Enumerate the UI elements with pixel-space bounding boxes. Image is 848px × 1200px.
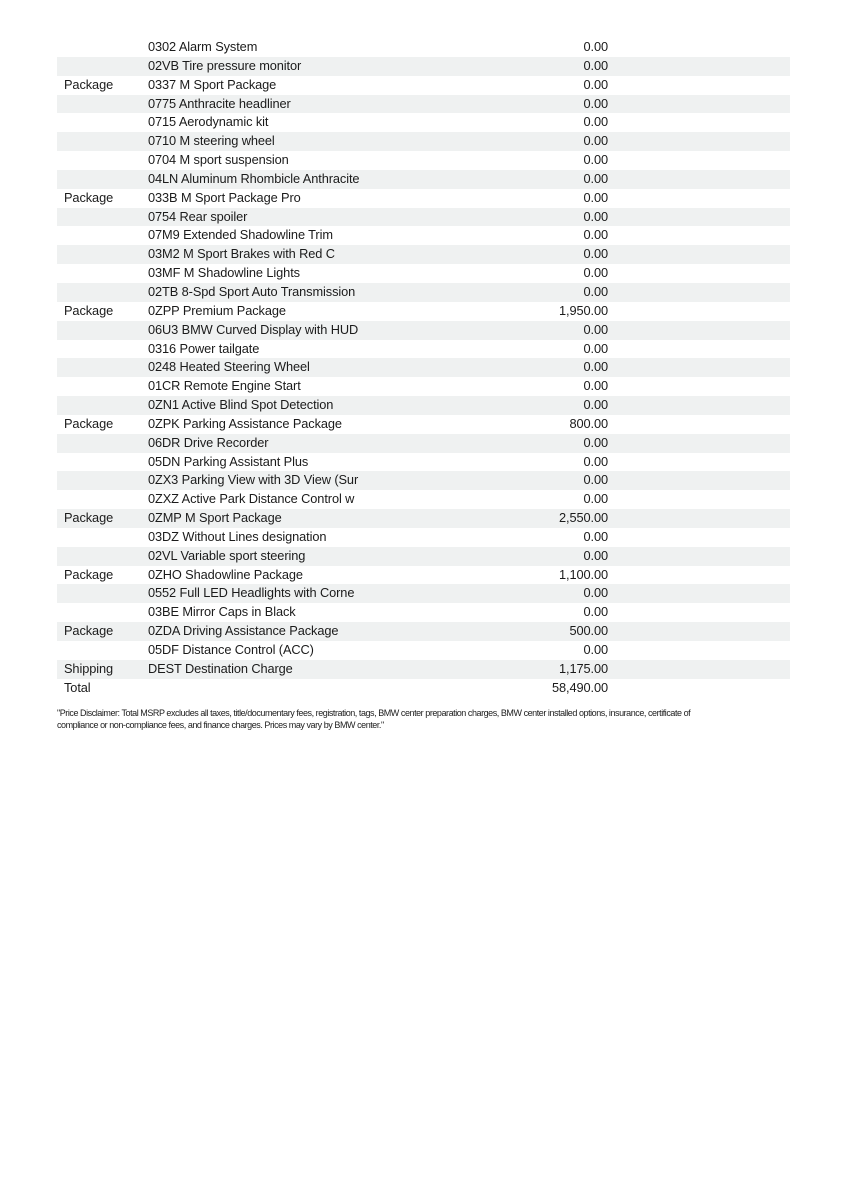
- row-price-value: 0.00: [583, 434, 608, 450]
- row-price-value: 0.00: [583, 642, 608, 657]
- row-item-label: 0302 Alarm System: [148, 39, 258, 54]
- row-category-label: [57, 547, 148, 566]
- row-price-value: 58,490.00: [551, 679, 608, 695]
- row-category-label: [57, 377, 148, 396]
- row-item-label: 0316 Power tailgate: [148, 340, 260, 356]
- row-price-value: 1,100.00: [558, 566, 608, 582]
- row-item-label: 0775 Anthracite headliner: [148, 95, 291, 111]
- table-row: [57, 245, 790, 264]
- row-category-label: [57, 95, 148, 114]
- table-row: [57, 377, 790, 396]
- table-row: [57, 566, 790, 585]
- row-category-label: [57, 358, 148, 377]
- row-filler: [608, 226, 790, 245]
- table-row: [57, 471, 790, 490]
- row-filler: [608, 641, 790, 660]
- row-price-value: 0.00: [583, 472, 608, 488]
- row-category-label: Shipping: [64, 660, 114, 676]
- price-disclaimer: [57, 708, 690, 731]
- row-item-label: 01CR Remote Engine Start: [148, 378, 301, 394]
- table-row: [57, 453, 790, 472]
- row-filler: [608, 189, 790, 208]
- row-price-value: 0.00: [583, 57, 608, 73]
- disclaimer-line-1: "Price Disclaimer: Total MSRP excludes all taxes, title/documentary fees, registration, tags, BMW center preparation charges, BMW center installed options, insurance, certificate of: [57, 708, 691, 718]
- table-row: [57, 528, 790, 547]
- row-item-label: 0ZPK Parking Assistance Package: [148, 415, 342, 431]
- row-category-label: [57, 528, 148, 547]
- row-price-value: 500.00: [569, 623, 608, 639]
- row-filler: [608, 264, 790, 283]
- table-row: [57, 321, 790, 340]
- row-price-value: 0.00: [583, 95, 608, 111]
- row-item-label: 0337 M Sport Package: [148, 76, 277, 92]
- row-filler: [608, 434, 790, 453]
- row-filler: [608, 509, 790, 528]
- row-item-label: 02VL Variable sport steering: [148, 547, 306, 563]
- row-category-label: Package: [64, 189, 114, 205]
- row-filler: [608, 547, 790, 566]
- row-item-label: 0ZHO Shadowline Package: [148, 566, 303, 582]
- row-category-label: [57, 283, 148, 302]
- row-item-label: 05DN Parking Assistant Plus: [148, 453, 309, 469]
- row-price-value: 0.00: [583, 76, 608, 92]
- table-row: [57, 302, 790, 321]
- row-category-label: [57, 321, 148, 340]
- row-filler: [608, 38, 790, 57]
- row-item-label: 0552 Full LED Headlights with Corne: [148, 585, 355, 601]
- row-item-label: 04LN Aluminum Rhombicle Anthracite: [148, 170, 360, 186]
- row-category-label: [57, 471, 148, 490]
- row-item-label: 06U3 BMW Curved Display with HUD: [148, 321, 359, 337]
- row-item-label: 0710 M steering wheel: [148, 133, 275, 149]
- row-filler: [608, 132, 790, 151]
- row-filler: [608, 528, 790, 547]
- row-item-label: [148, 679, 518, 698]
- table-row: [57, 490, 790, 509]
- table-row: [57, 151, 790, 170]
- row-filler: [608, 584, 790, 603]
- row-item-label: 0ZPP Premium Package: [148, 302, 286, 318]
- row-price-value: 0.00: [583, 246, 608, 262]
- row-filler: [608, 151, 790, 170]
- row-item-label: DEST Destination Charge: [148, 660, 293, 676]
- row-filler: [608, 113, 790, 132]
- row-category-label: [57, 434, 148, 453]
- table-row: [57, 509, 790, 528]
- row-category-label: [57, 603, 148, 622]
- row-filler: [608, 471, 790, 490]
- row-item-label: 0704 M sport suspension: [148, 152, 289, 168]
- row-category-label: [57, 132, 148, 151]
- row-filler: [608, 566, 790, 585]
- row-item-label: 0ZXZ Active Park Distance Control w: [148, 491, 355, 507]
- row-price-value: 0.00: [583, 170, 608, 186]
- row-category-label: [57, 396, 148, 415]
- row-item-label: 0248 Heated Steering Wheel: [148, 359, 310, 375]
- row-price-value: 0.00: [583, 397, 608, 413]
- row-category-label: Package: [64, 623, 114, 639]
- table-row: [57, 358, 790, 377]
- row-filler: [608, 208, 790, 227]
- row-item-label: 03DZ Without Lines designation: [148, 528, 327, 544]
- row-filler: [608, 490, 790, 509]
- row-category-label: [57, 490, 148, 509]
- row-filler: [608, 453, 790, 472]
- table-row: [57, 57, 790, 76]
- row-price-value: 0.00: [583, 283, 608, 299]
- row-item-label: 03BE Mirror Caps in Black: [148, 604, 296, 620]
- row-category-label: [57, 584, 148, 603]
- row-filler: [608, 679, 790, 698]
- row-filler: [608, 321, 790, 340]
- row-price-value: 0.00: [583, 491, 608, 507]
- row-category-label: Package: [64, 76, 114, 92]
- row-price-value: 0.00: [583, 453, 608, 469]
- table-row: [57, 641, 790, 660]
- table-row: [57, 132, 790, 151]
- row-item-label: 0ZDA Driving Assistance Package: [148, 623, 339, 639]
- row-category-label: [57, 170, 148, 189]
- row-filler: [608, 340, 790, 359]
- row-filler: [608, 660, 790, 679]
- table-row: [57, 603, 790, 622]
- row-price-value: 0.00: [583, 39, 608, 54]
- row-filler: [608, 245, 790, 264]
- row-filler: [608, 76, 790, 95]
- row-item-label: 03M2 M Sport Brakes with Red C: [148, 246, 335, 262]
- row-price-value: 0.00: [583, 547, 608, 563]
- row-price-value: 0.00: [583, 604, 608, 620]
- row-filler: [608, 603, 790, 622]
- row-price-value: 0.00: [583, 359, 608, 375]
- row-category-label: [57, 264, 148, 283]
- row-category-label: Package: [64, 566, 114, 582]
- row-item-label: 03MF M Shadowline Lights: [148, 265, 300, 281]
- row-category-label: [57, 151, 148, 170]
- table-row: [57, 340, 790, 359]
- row-category-label: [57, 57, 148, 76]
- row-filler: [608, 396, 790, 415]
- table-row: [57, 660, 790, 679]
- row-item-label: 02VB Tire pressure monitor: [148, 57, 302, 73]
- row-filler: [608, 57, 790, 76]
- row-item-label: 033B M Sport Package Pro: [148, 189, 301, 205]
- row-category-label: [57, 453, 148, 472]
- row-price-value: 0.00: [583, 152, 608, 168]
- row-filler: [608, 622, 790, 641]
- row-price-value: 0.00: [583, 208, 608, 224]
- row-price-value: 0.00: [583, 340, 608, 356]
- row-item-label: 0ZX3 Parking View with 3D View (Sur: [148, 472, 359, 488]
- options-table: [57, 38, 790, 698]
- row-price-value: 0.00: [583, 189, 608, 205]
- row-category-label: Total: [64, 679, 91, 695]
- row-price-value: 0.00: [583, 114, 608, 130]
- row-category-label: [57, 641, 148, 660]
- row-filler: [608, 95, 790, 114]
- table-row: [57, 434, 790, 453]
- row-category-label: [57, 340, 148, 359]
- row-filler: [608, 302, 790, 321]
- row-price-value: 0.00: [583, 378, 608, 394]
- table-row: [57, 170, 790, 189]
- row-category-label: Package: [64, 510, 114, 526]
- table-row: [57, 547, 790, 566]
- table-row: [57, 38, 790, 57]
- table-row: [57, 584, 790, 603]
- row-category-label: [57, 38, 148, 57]
- row-filler: [608, 415, 790, 434]
- table-row: [57, 189, 790, 208]
- row-category-label: [57, 226, 148, 245]
- row-item-label: 06DR Drive Recorder: [148, 434, 269, 450]
- row-price-value: 0.00: [583, 585, 608, 601]
- row-item-label: 07M9 Extended Shadowline Trim: [148, 227, 333, 243]
- table-row: [57, 679, 790, 698]
- row-item-label: 0754 Rear spoiler: [148, 208, 248, 224]
- row-price-value: 0.00: [583, 227, 608, 243]
- row-category-label: Package: [64, 415, 114, 431]
- table-row: [57, 622, 790, 641]
- table-row: [57, 113, 790, 132]
- row-price-value: 1,950.00: [558, 302, 608, 318]
- row-price-value: 0.00: [583, 528, 608, 544]
- row-item-label: 05DF Distance Control (ACC): [148, 642, 314, 657]
- row-item-label: 0715 Aerodynamic kit: [148, 114, 269, 130]
- table-row: [57, 208, 790, 227]
- table-row: [57, 226, 790, 245]
- row-category-label: Package: [64, 302, 114, 318]
- row-category-label: [57, 208, 148, 227]
- table-row: [57, 415, 790, 434]
- row-price-value: 1,175.00: [558, 660, 608, 676]
- row-price-value: 0.00: [583, 133, 608, 149]
- row-filler: [608, 377, 790, 396]
- row-filler: [608, 358, 790, 377]
- row-category-label: [57, 113, 148, 132]
- table-row: [57, 396, 790, 415]
- table-row: [57, 95, 790, 114]
- row-price-value: 2,550.00: [558, 510, 608, 526]
- table-row: [57, 283, 790, 302]
- row-filler: [608, 170, 790, 189]
- row-filler: [608, 283, 790, 302]
- row-item-label: 02TB 8-Spd Sport Auto Transmission: [148, 283, 356, 299]
- row-price-value: 0.00: [583, 265, 608, 281]
- table-row: [57, 264, 790, 283]
- table-row: [57, 76, 790, 95]
- row-price-value: 800.00: [569, 415, 608, 431]
- row-price-value: 0.00: [583, 321, 608, 337]
- row-item-label: 0ZMP M Sport Package: [148, 510, 282, 526]
- row-category-label: [57, 245, 148, 264]
- row-item-label: 0ZN1 Active Blind Spot Detection: [148, 397, 334, 413]
- disclaimer-line-2: compliance or non-compliance fees, and finance charges. Prices may vary by BMW center.": [57, 719, 384, 730]
